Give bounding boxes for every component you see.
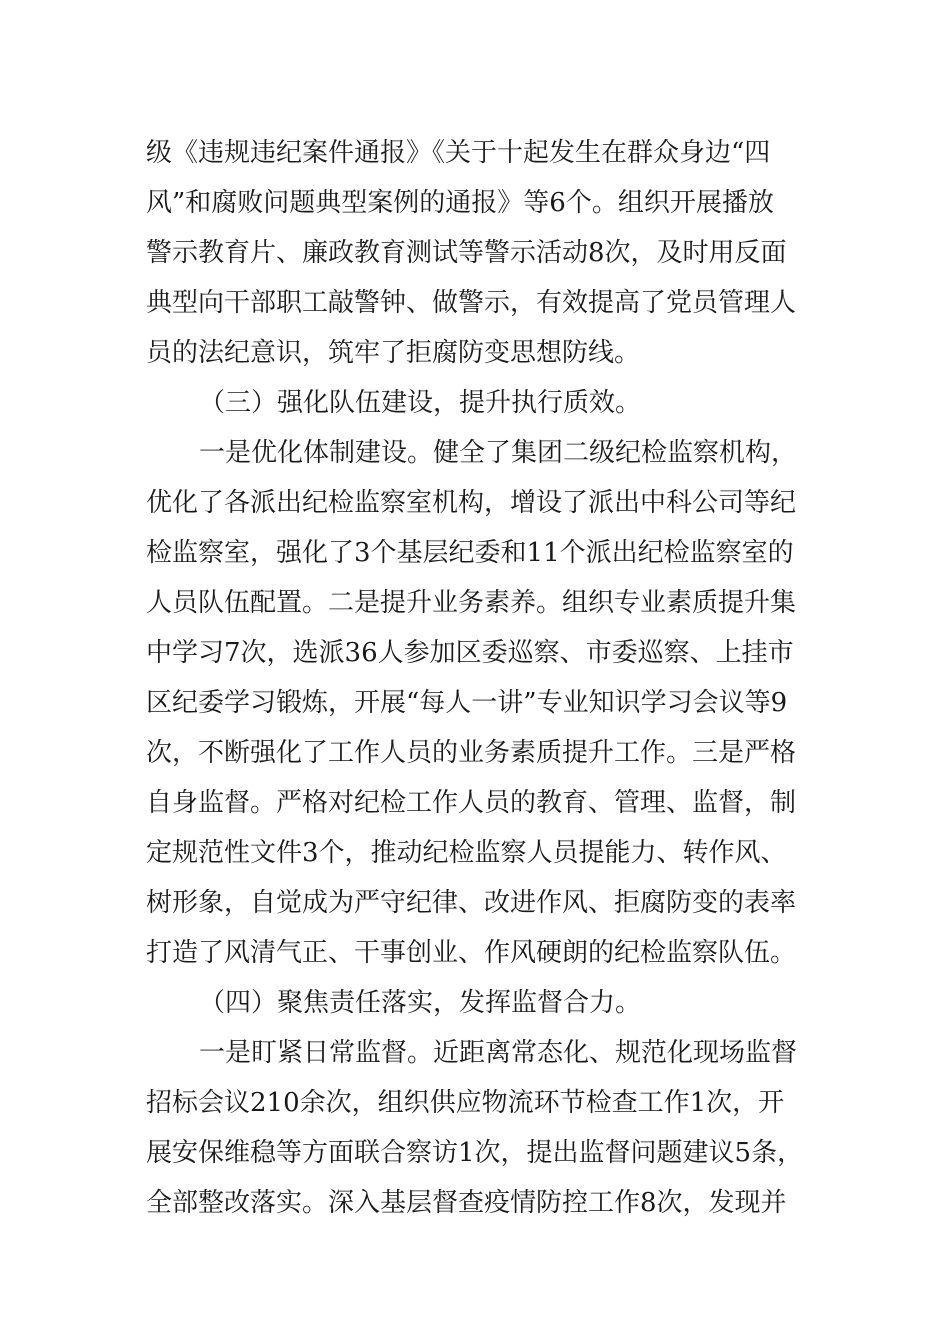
text-line: 定规范性文件3个，推动纪检监察人员提能力、转作风、: [146, 838, 787, 868]
paragraph-first-line: 一是盯紧日常监督。近距离常态化、规范化现场监督: [199, 1038, 798, 1068]
text-line: 打造了风清气正、干事创业、作风硬朗的纪检监察队伍。: [146, 938, 797, 968]
text-line: 中学习7次，选派36人参加区委巡察、市委巡察、上挂市: [146, 638, 794, 668]
text-line: 典型向干部职工敲警钟、做警示，有效提高了党员管理人: [146, 288, 797, 318]
text-line: 全部整改落实。深入基层督查疫情防控工作8次，发现并: [146, 1188, 787, 1218]
section-heading: （四）聚焦责任落实，发挥监督合力。: [199, 988, 642, 1018]
text-line: 检监察室，强化了3个基层纪委和11个派出纪检监察室的: [146, 538, 794, 568]
section-heading: （三）强化队伍建设，提升执行质效。: [199, 388, 642, 418]
text-line: 警示教育片、廉政教育测试等警示活动8次，及时用反面: [146, 238, 787, 268]
text-line: 人员队伍配置。二是提升业务素养。组织专业素质提升集: [146, 588, 797, 618]
text-line: 风”和腐败问题典型案例的通报》等6个。组织开展播放: [146, 188, 774, 218]
paragraph-first-line: 一是优化体制建设。健全了集团二级纪检监察机构，: [199, 438, 798, 468]
text-line: 区纪委学习锻炼，开展“每人一讲”专业知识学习会议等9: [146, 688, 788, 718]
text-line: 员的法纪意识，筑牢了拒腐防变思想防线。: [146, 338, 641, 368]
text-line: 展安保维稳等方面联合察访1次，提出监督问题建议5条，: [146, 1138, 804, 1168]
text-line: 自身监督。严格对纪检工作人员的教育、管理、监督，制: [146, 788, 797, 818]
text-line: 招标会议210余次，组织供应物流环节检查工作1次，开: [146, 1088, 785, 1118]
text-line: 次，不断强化了工作人员的业务素质提升工作。三是严格: [146, 738, 797, 768]
text-line: 级《违规违纪案件通报》《关于十起发生在群众身边“四: [146, 138, 771, 168]
text-line: 树形象，自觉成为严守纪律、改进作风、拒腐防变的表率: [146, 888, 797, 918]
document-body: [146, 128, 836, 1228]
text-line: 优化了各派出纪检监察室机构，增设了派出中科公司等纪: [146, 488, 797, 518]
